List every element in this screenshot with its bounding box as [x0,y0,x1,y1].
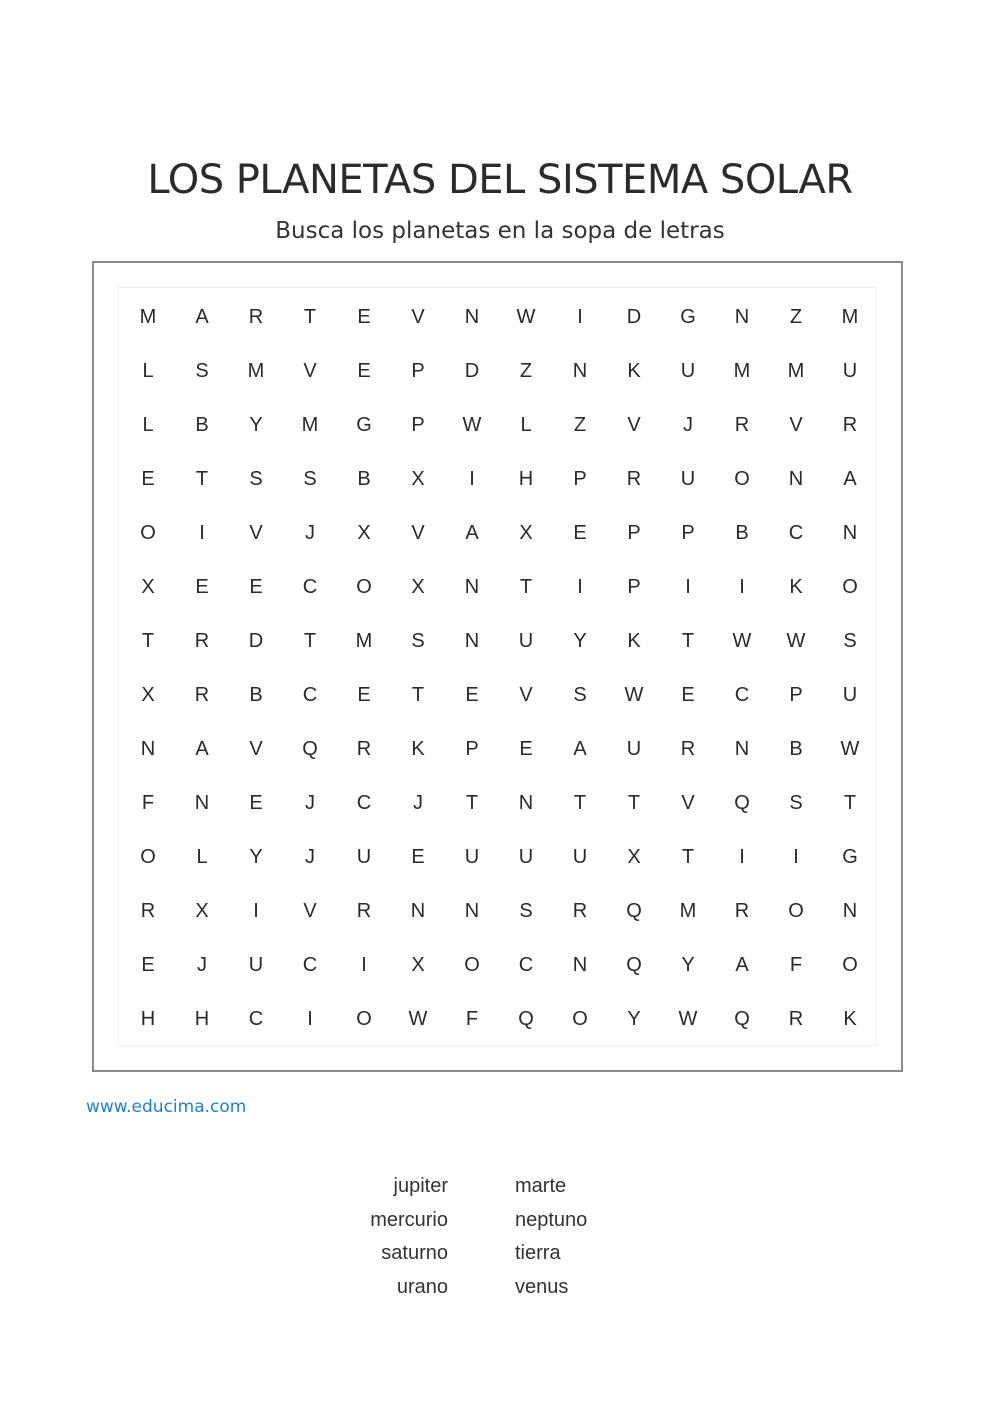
grid-letter[interactable]: U [842,683,858,706]
grid-letter[interactable]: F [141,791,155,814]
grid-letter[interactable]: S [249,467,263,490]
grid-letter[interactable]: P [789,683,803,706]
grid-letter[interactable]: T [681,629,695,652]
grid-letter[interactable]: Q [302,737,318,760]
grid-letter[interactable]: X [519,521,533,544]
grid-letter[interactable]: C [356,791,372,814]
grid-letter[interactable]: J [305,791,315,814]
grid-letter[interactable]: C [734,683,750,706]
grid-letter[interactable]: O [140,521,156,544]
grid-letter[interactable]: I [577,575,583,598]
grid-letter[interactable]: O [356,575,372,598]
grid-letter[interactable]: W [408,1007,428,1030]
grid-letter[interactable]: C [518,953,534,976]
grid-letter[interactable]: J [197,953,207,976]
grid-letter[interactable]: W [516,305,536,328]
grid-letter[interactable]: W [624,683,644,706]
grid-letter[interactable]: T [843,791,857,814]
grid-letter[interactable]: X [411,467,425,490]
grid-letter[interactable]: G [842,845,858,868]
grid-letter[interactable]: V [681,791,695,814]
grid-letter[interactable]: E [357,305,371,328]
grid-letter[interactable]: J [305,521,315,544]
grid-letter[interactable]: J [305,845,315,868]
grid-letter[interactable]: M [787,359,805,382]
grid-letter[interactable]: T [141,629,155,652]
grid-letter[interactable]: E [357,359,371,382]
grid-letter[interactable]: E [249,791,263,814]
grid-letter[interactable]: I [307,1007,313,1030]
grid-letter[interactable]: W [732,629,752,652]
grid-letter[interactable]: N [464,575,480,598]
grid-letter[interactable]: I [577,305,583,328]
grid-letter[interactable]: X [195,899,209,922]
grid-letter[interactable]: A [465,521,479,544]
grid-letter[interactable]: I [739,845,745,868]
grid-letter[interactable]: U [356,845,372,868]
grid-letter[interactable]: S [303,467,317,490]
grid-letter[interactable]: W [678,1007,698,1030]
grid-letter[interactable]: M [301,413,319,436]
grid-letter[interactable]: P [627,575,641,598]
grid-letter[interactable]: T [195,467,209,490]
grid-letter[interactable]: E [411,845,425,868]
grid-letter[interactable]: L [520,413,532,436]
grid-letter[interactable]: I [739,575,745,598]
grid-letter[interactable]: U [248,953,264,976]
grid-letter[interactable]: B [195,413,209,436]
grid-letter[interactable]: R [140,899,156,922]
grid-letter[interactable]: R [194,683,210,706]
grid-letter[interactable]: T [303,629,317,652]
word-list-item: jupiter [393,1175,448,1197]
grid-letter[interactable]: N [734,305,750,328]
grid-letter[interactable]: S [789,791,803,814]
grid-letter[interactable]: S [411,629,425,652]
grid-letter[interactable]: F [465,1007,479,1030]
grid-letter[interactable]: N [410,899,426,922]
grid-letter[interactable]: C [302,575,318,598]
grid-letter[interactable]: Y [249,413,263,436]
grid-letter[interactable]: R [734,899,750,922]
grid-letter[interactable]: V [411,521,425,544]
grid-letter[interactable]: U [464,845,480,868]
grid-letter[interactable]: Y [573,629,587,652]
grid-letter[interactable]: Q [518,1007,534,1030]
grid-letter[interactable]: E [573,521,587,544]
grid-letter[interactable]: G [680,305,696,328]
grid-letter[interactable]: N [518,791,534,814]
grid-letter[interactable]: S [519,899,533,922]
grid-letter[interactable]: V [249,737,263,760]
grid-letter[interactable]: U [680,467,696,490]
grid-letter[interactable]: J [413,791,423,814]
grid-letter[interactable]: C [248,1007,264,1030]
grid-letter[interactable]: T [303,305,317,328]
grid-letter[interactable]: E [249,575,263,598]
grid-letter[interactable]: D [626,305,642,328]
grid-letter[interactable]: T [465,791,479,814]
grid-letter[interactable]: R [248,305,264,328]
grid-letter[interactable]: N [464,899,480,922]
grid-letter[interactable]: I [685,575,691,598]
grid-letter[interactable]: N [572,359,588,382]
word-list-item: mercurio [370,1208,448,1231]
grid-letter[interactable]: M [679,899,697,922]
grid-letter[interactable]: E [357,683,371,706]
grid-letter[interactable]: Q [626,899,642,922]
word-list-left-column [300,1170,448,1304]
grid-letter[interactable]: O [788,899,804,922]
grid-letter[interactable]: E [195,575,209,598]
grid-letter[interactable]: U [518,629,534,652]
grid-letter[interactable]: A [195,737,209,760]
grid-letter[interactable]: R [626,467,642,490]
grid-letter[interactable]: U [518,845,534,868]
grid-letter[interactable]: L [142,413,154,436]
grid-letter[interactable]: P [627,521,641,544]
grid-letter[interactable]: P [681,521,695,544]
grid-letter[interactable]: M [355,629,373,652]
grid-letter[interactable]: N [734,737,750,760]
grid-letter[interactable]: X [627,845,641,868]
grid-letter[interactable]: W [840,737,860,760]
grid-letter[interactable]: D [248,629,264,652]
grid-letter[interactable]: B [357,467,371,490]
grid-letter[interactable]: R [572,899,588,922]
grid-letter[interactable]: U [680,359,696,382]
grid-letter[interactable]: D [464,359,480,382]
grid-letter[interactable]: V [627,413,641,436]
grid-letter[interactable]: K [627,359,641,382]
word-list-item: urano [396,1275,448,1298]
grid-letter[interactable]: C [302,953,318,976]
grid-letter[interactable]: N [194,791,210,814]
grid-letter[interactable]: T [573,791,587,814]
grid-letter[interactable]: E [141,953,155,976]
grid-letter[interactable]: K [789,575,803,598]
grid-letter[interactable]: U [626,737,642,760]
grid-letter[interactable]: C [788,521,804,544]
grid-letter[interactable]: K [843,1007,857,1030]
grid-letter[interactable]: Y [249,845,263,868]
grid-letter[interactable]: O [464,953,480,976]
grid-letter[interactable]: O [356,1007,372,1030]
grid-letter[interactable]: T [681,845,695,868]
grid-letter[interactable]: I [361,953,367,976]
grid-letter[interactable]: P [465,737,479,760]
website-link[interactable]: www.educima.com [86,1097,247,1117]
word-list-item: marte [515,1175,567,1197]
grid-letter[interactable]: K [411,737,425,760]
grid-letter[interactable]: R [356,899,372,922]
grid-letter[interactable]: M [139,305,157,328]
grid-letter[interactable]: T [627,791,641,814]
grid-letter[interactable]: G [356,413,372,436]
word-list-item: tierra [515,1242,561,1264]
grid-letter[interactable]: Z [519,359,533,382]
grid-letter[interactable]: N [842,899,858,922]
grid-letter[interactable]: H [518,467,534,490]
grid-letter[interactable]: E [465,683,479,706]
grid-letter[interactable]: X [141,575,155,598]
grid-letter[interactable]: P [411,359,425,382]
grid-letter[interactable]: L [196,845,208,868]
grid-letter[interactable]: C [302,683,318,706]
grid-letter[interactable]: X [411,575,425,598]
grid-letter[interactable]: I [469,467,475,490]
grid-letter[interactable]: R [680,737,696,760]
grid-letter[interactable]: X [411,953,425,976]
grid-letter[interactable]: L [142,359,154,382]
grid-letter[interactable]: U [572,845,588,868]
grid-letter[interactable]: V [249,521,263,544]
grid-letter[interactable]: P [573,467,587,490]
grid-letter[interactable]: B [789,737,803,760]
word-list-right-column [515,1170,695,1304]
grid-letter[interactable]: E [681,683,695,706]
grid-letter[interactable]: Z [573,413,587,436]
grid-letter[interactable]: S [195,359,209,382]
grid-letter[interactable]: O [734,467,750,490]
grid-letter[interactable]: W [786,629,806,652]
grid-letter[interactable]: A [573,737,587,760]
grid-letter[interactable]: A [735,953,749,976]
grid-letter[interactable]: N [842,521,858,544]
grid-letter[interactable]: R [194,629,210,652]
grid-letter[interactable]: N [788,467,804,490]
grid-letter[interactable]: K [627,629,641,652]
grid-letter[interactable]: I [253,899,259,922]
grid-letter[interactable]: R [356,737,372,760]
grid-letter[interactable]: I [199,521,205,544]
grid-letter[interactable]: I [793,845,799,868]
page-subtitle: Busca los planetas en la sopa de letras [275,218,725,244]
grid-letter[interactable]: Q [626,953,642,976]
grid-letter[interactable]: U [842,359,858,382]
grid-letter[interactable]: X [141,683,155,706]
grid-letter[interactable]: B [735,521,749,544]
grid-letter[interactable]: O [572,1007,588,1030]
grid-letter[interactable]: O [842,575,858,598]
grid-letter[interactable]: S [843,629,857,652]
grid-letter[interactable]: R [734,413,750,436]
grid-letter[interactable]: P [411,413,425,436]
grid-letter[interactable]: R [788,1007,804,1030]
grid-letter[interactable]: F [789,953,803,976]
grid-letter[interactable]: O [140,845,156,868]
grid-letter[interactable]: N [464,629,480,652]
grid-letter[interactable]: M [733,359,751,382]
grid-letter[interactable]: V [411,305,425,328]
grid-letter[interactable]: N [464,305,480,328]
grid-letter[interactable]: X [357,521,371,544]
grid-letter[interactable]: O [842,953,858,976]
grid-letter[interactable]: V [789,413,803,436]
grid-letter[interactable]: V [303,899,317,922]
grid-letter[interactable]: J [683,413,693,436]
grid-letter[interactable]: Y [681,953,695,976]
grid-letter[interactable]: T [411,683,425,706]
grid-letter[interactable]: N [140,737,156,760]
grid-letter[interactable]: A [843,467,857,490]
grid-letter[interactable]: N [572,953,588,976]
grid-letter[interactable]: M [247,359,265,382]
grid-letter[interactable]: W [462,413,482,436]
grid-letter[interactable]: R [842,413,858,436]
word-list-item: saturno [381,1242,448,1264]
grid-letter[interactable]: E [519,737,533,760]
grid-letter[interactable]: M [841,305,859,328]
page-title: LOS PLANETAS DEL SISTEMA SOLAR [147,157,853,203]
grid-letter[interactable]: T [519,575,533,598]
word-list-item: neptuno [515,1208,588,1231]
letter-grid [121,290,877,1046]
grid-letter[interactable]: Z [789,305,803,328]
grid-letter[interactable]: H [194,1007,210,1030]
grid-letter[interactable]: B [249,683,263,706]
grid-letter[interactable]: S [573,683,587,706]
word-list-item: venus [515,1275,569,1298]
grid-letter[interactable]: H [140,1007,156,1030]
grid-letter[interactable]: E [141,467,155,490]
grid-letter[interactable]: Q [734,1007,750,1030]
grid-letter[interactable]: A [195,305,209,328]
grid-letter[interactable]: Q [734,791,750,814]
grid-letter[interactable]: V [303,359,317,382]
grid-letter[interactable]: Y [627,1007,641,1030]
grid-letter[interactable]: V [519,683,533,706]
